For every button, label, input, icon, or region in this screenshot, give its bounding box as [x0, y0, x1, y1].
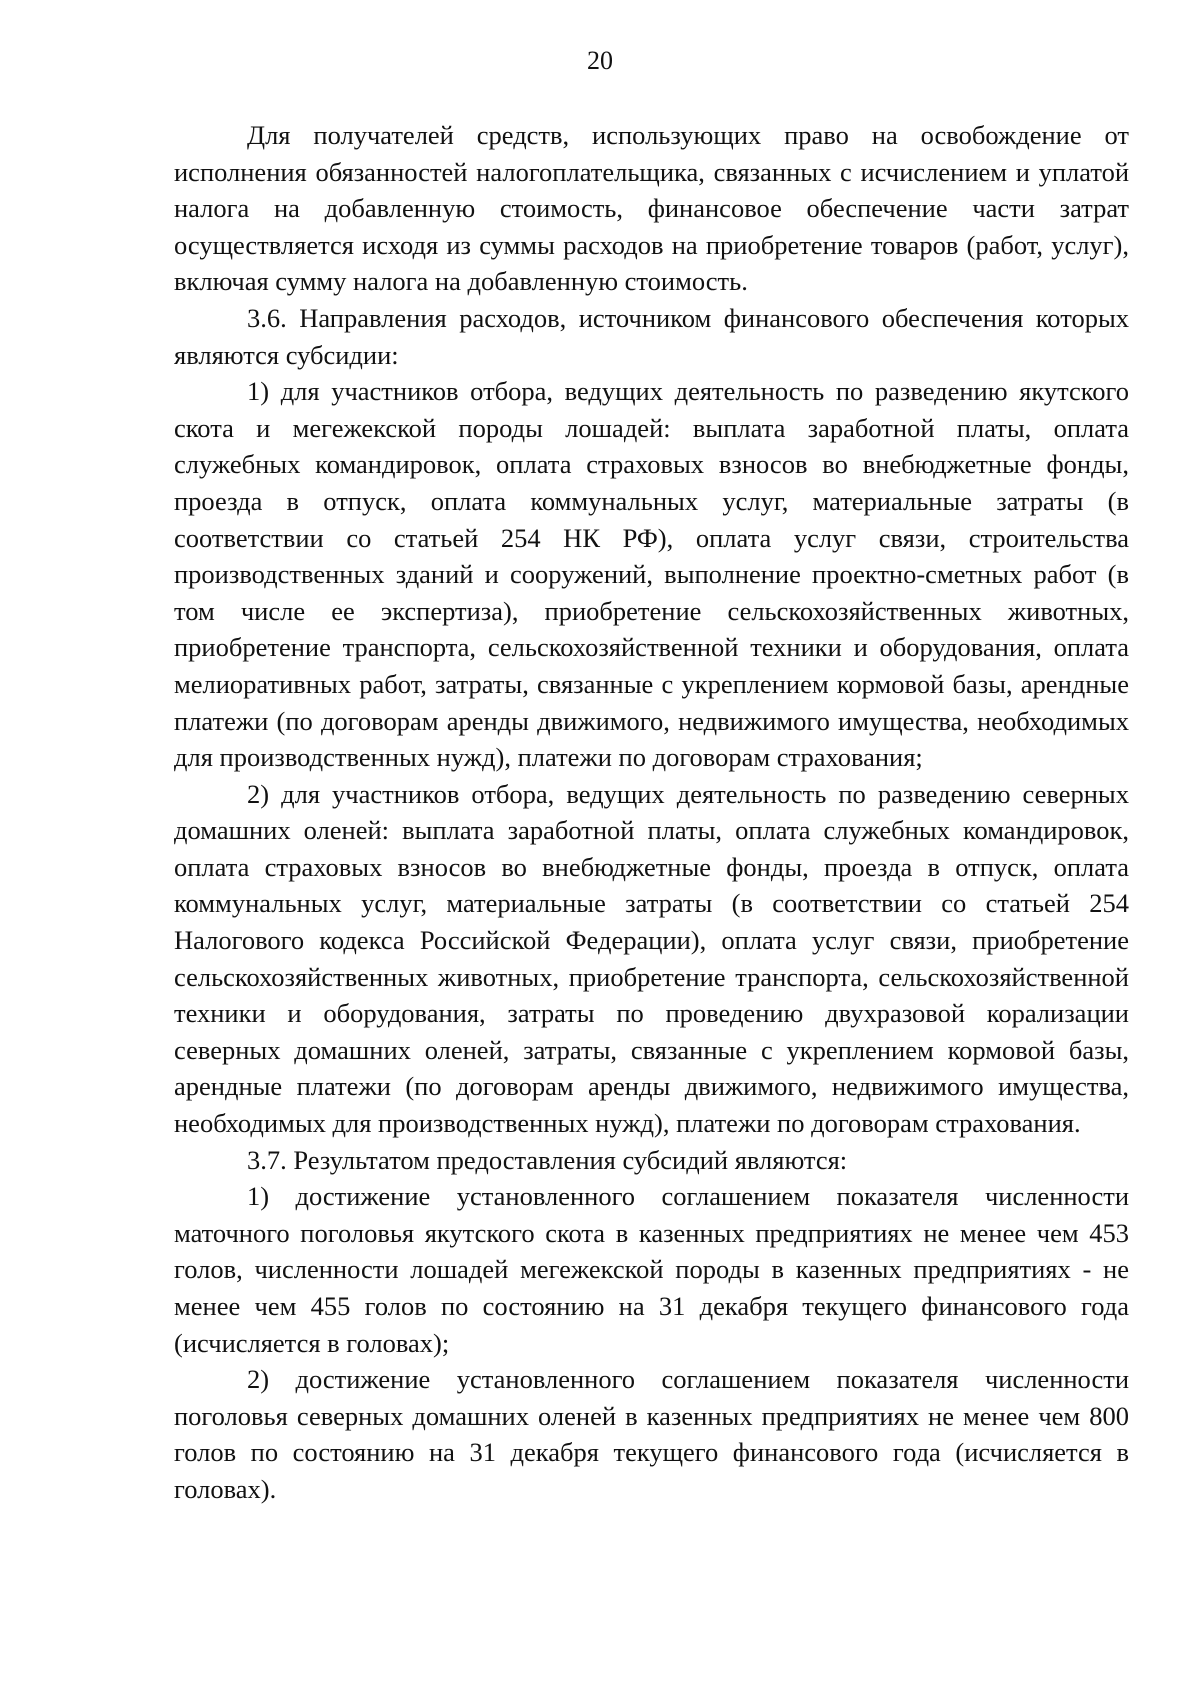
- document-body: [174, 117, 1129, 1508]
- paragraph-vat-exemption: Для получателей средств, использующих право на освобождение от исполнения обязанностей налогоплательщика, связанных с исчислением и уплатой налога на добавленную стоимость, финансовое обеспечение части затрат осуществляется исходя из суммы расходов на приобретение товаров (работ, услуг), включая сумму налога на добавленную стоимость.: [174, 120, 1129, 297]
- paragraph-3-7-item-2: 2) достижение установленного соглашением показателя численности поголовья северных домашних оленей в казенных предприятиях не менее чем 800 голов по состоянию на 31 декабря текущего финансового года (исчисляется в головах).: [174, 1364, 1129, 1504]
- paragraph-3-6-heading: 3.6. Направления расходов, источником финансового обеспечения которых являются субсидии:: [174, 302, 1129, 370]
- paragraph-3-6-item-1: 1) для участников отбора, ведущих деятельность по разведению якутского скота и мегежекской породы лошадей: выплата заработной платы, оплата служебных командировок, оплата страховых взносов во внебюджетные фонды, проезда в отпуск, оплата коммунальных услуг, материальные затраты (в соответствии со статьей 254 НК РФ), оплата услуг связи, строительства производственных зданий и сооружений, выполнение проектно-сметных работ (в том числе ее экспертиза), приобретение сельскохозяйственных животных, приобретение транспорта, сельскохозяйственной техники и оборудования, оплата мелиоративных работ, затраты, связанные с укреплением кормовой базы, арендные платежи (по договорам аренды движимого, недвижимого имущества, необходимых для производственных нужд), платежи по договорам страхования;: [174, 376, 1129, 773]
- paragraph-3-7-item-1: 1) достижение установленного соглашением показателя численности маточного поголовья якутского скота в казенных предприятиях не менее чем 453 голов, численности лошадей мегежекской породы в казенных предприятиях - не менее чем 455 голов по состоянию на 31 декабря текущего финансового года (исчисляется в головах);: [174, 1181, 1129, 1358]
- paragraph-3-7-heading: 3.7. Результатом предоставления субсидий являются:: [247, 1144, 848, 1175]
- page-number: 20: [587, 46, 613, 75]
- paragraph-3-6-item-2: 2) для участников отбора, ведущих деятельность по разведению северных домашних оленей: выплата заработной платы, оплата служебных командировок, оплата страховых взносов во внебюджетные фонды, проезда в отпуск, оплата коммунальных услуг, материальные затраты (в соответствии со статьей 254 Налогового кодекса Российской Федерации), оплата услуг связи, приобретение сельскохозяйственных животных, приобретение транспорта, сельскохозяйственной техники и оборудования, затраты по проведению двухразовой корализации северных домашних оленей, затраты, связанные с укреплением кормовой базы, арендные платежи (по договорам аренды движимого, недвижимого имущества, необходимых для производственных нужд), платежи по договорам страхования.: [174, 778, 1129, 1139]
